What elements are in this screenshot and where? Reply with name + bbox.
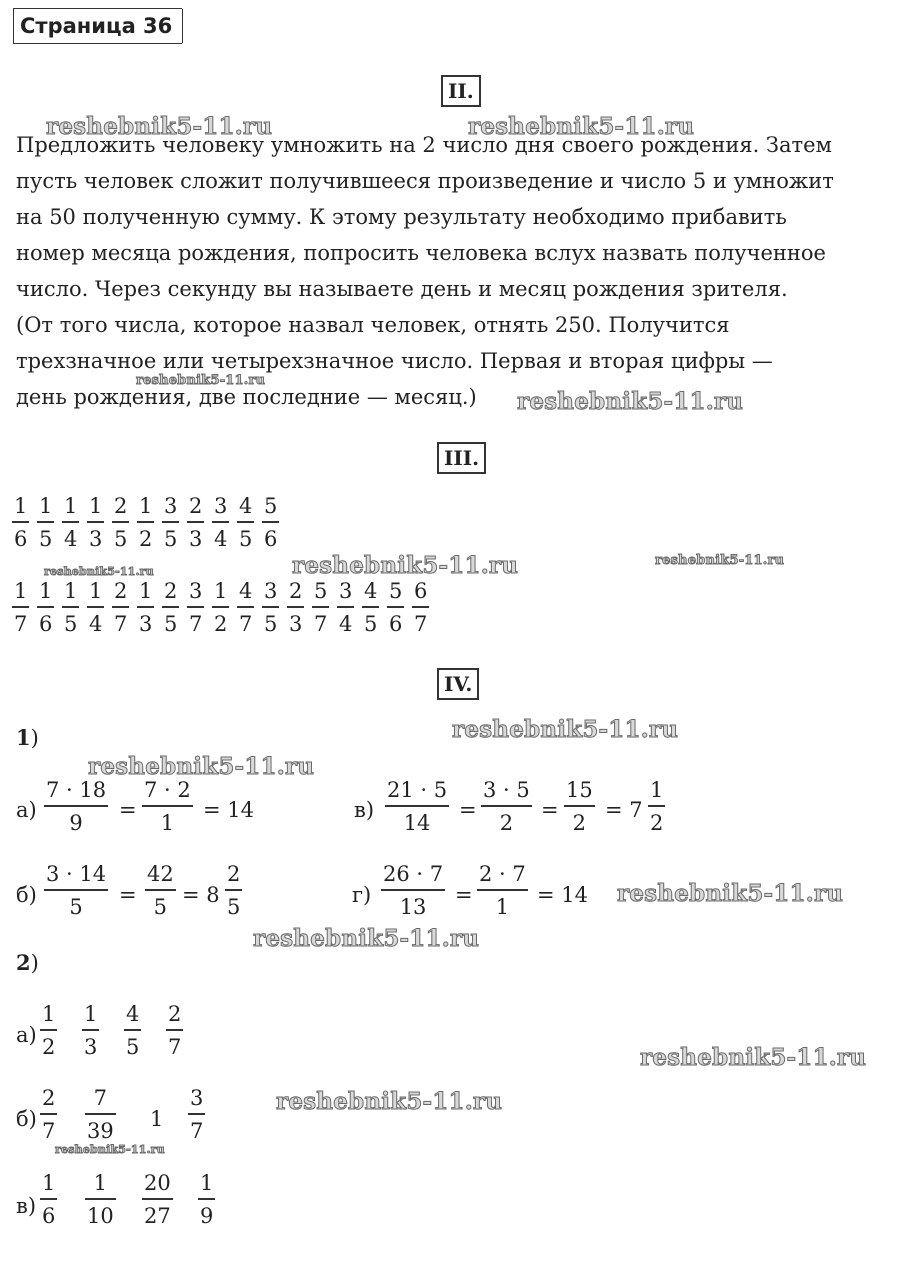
numerator: 1 [39,494,53,518]
fraction [82,1002,99,1059]
denominator: 27 [144,1204,171,1228]
fraction [124,1002,141,1059]
denominator: 2 [139,527,153,551]
fraction [412,579,429,636]
paragraph-line: число. Через секунду вы называете день и месяц рождения зрителя. [16,277,788,301]
whole-number: 1 [150,1107,164,1131]
fraction: 42 5 [147,862,174,919]
watermark: reshebnik5-11.ru [655,553,785,568]
fraction [40,1086,57,1143]
page-label-text: Страница 36 [20,14,173,38]
numerator: 3 [339,579,353,603]
denominator: 6 [42,1204,56,1228]
paragraph-line: трехзначное или четырехзначное число. Первая и вторая цифры — [16,349,773,373]
numerator: 1 [93,1171,108,1195]
numerator: 3 [189,579,203,603]
denominator: 4 [64,527,78,551]
task-2v-label: в) [16,1194,37,1218]
denominator: 7 [14,612,28,636]
denominator: 9 [200,1204,214,1228]
equals-sign: = [455,883,473,907]
task-2b-label: б) [16,1107,37,1131]
numerator: 3 [264,579,278,603]
fraction [62,579,79,636]
numerator: 2 [42,1086,56,1110]
denominator: 6 [264,527,278,551]
section-heading-2: II. [441,75,481,107]
fraction [87,579,104,636]
fraction [137,494,154,551]
numerator: 2 [164,579,178,603]
task-1b-label: б) [16,883,37,907]
fraction [40,1171,57,1228]
denominator: 2 [42,1035,56,1059]
numerator: 1 [14,579,28,603]
numerator: 4 [239,494,253,518]
fraction [12,579,29,636]
fraction: 3 · 5 2 [483,778,530,835]
denominator: 5 [126,1035,140,1059]
fraction [12,494,29,551]
task-1g-label: г) [352,883,372,907]
numerator: 1 [39,579,53,603]
numerator: 2 [114,579,128,603]
fraction [187,579,204,636]
denominator: 6 [14,527,28,551]
watermark: reshebnik5-11.ru [452,716,679,743]
fraction [312,579,329,636]
numerator: 1 [89,579,103,603]
watermark: reshebnik5-11.ru [44,565,154,578]
fraction [85,1086,116,1143]
fraction [142,1171,173,1228]
numerator: 4 [239,579,253,603]
numerator: 1 [139,494,153,518]
numerator: 4 [364,579,378,603]
numerator: 2 [189,494,203,518]
equals-sign: = [119,883,137,907]
fraction [187,494,204,551]
numerator: 2 [168,1002,182,1026]
numerator: 1 [200,1171,214,1195]
fraction [162,494,179,551]
page-label [13,8,182,44]
denominator: 5 [64,612,78,636]
numerator: 1 [139,579,153,603]
watermark: reshebnik5-11.ru [136,373,266,388]
denominator: 3 [84,1035,98,1059]
fraction [112,579,129,636]
fraction [212,494,229,551]
numerator: 5 [314,579,328,603]
watermark: reshebnik5-11.ru [468,113,695,140]
denominator: 2 [214,612,228,636]
denominator: 5 [114,527,128,551]
fraction [87,494,104,551]
fraction: 2 · 7 1 [479,862,526,919]
denominator: 7 [168,1035,182,1059]
numerator: 2 [289,579,303,603]
fraction [212,579,229,636]
denominator: 4 [214,527,228,551]
numerator: 1 [42,1171,56,1195]
equals-sign: = [459,798,477,822]
fraction [287,579,304,636]
watermark: reshebnik5-11.ru [517,388,744,415]
fraction: 1 2 [650,778,664,835]
denominator: 5 [164,612,178,636]
watermark: reshebnik5-11.ru [46,113,273,140]
fraction [62,494,79,551]
denominator: 5 [264,612,278,636]
numerator: 6 [414,579,428,603]
paragraph-line: номер месяца рождения, попросить человека вслух назвать полученное [16,241,826,265]
numerator: 1 [14,494,28,518]
numerator: 1 [89,494,103,518]
fraction [262,579,279,636]
fraction [37,579,54,636]
watermark: reshebnik5-11.ru [88,753,315,780]
denominator: 3 [139,612,153,636]
denominator: 6 [389,612,403,636]
fraction [237,579,254,636]
numerator: 3 [164,494,178,518]
watermark: reshebnik5-11.ru [640,1044,867,1071]
denominator: 7 [189,612,203,636]
denominator: 7 [114,612,128,636]
numerator: 5 [389,579,403,603]
watermark: reshebnik5-11.ru [55,1143,165,1156]
fraction [198,1171,215,1228]
fraction [40,1002,57,1059]
fraction: 2 5 [227,862,241,919]
denominator: 5 [39,527,53,551]
fraction [166,1002,183,1059]
fraction: 26 · 7 13 [383,862,444,919]
fraction [37,494,54,551]
denominator: 5 [239,527,253,551]
numerator: 1 [84,1002,98,1026]
fraction [137,579,154,636]
denominator: 7 [239,612,253,636]
fraction [162,579,179,636]
paragraph-line: день рождения, две последние — месяц.) [16,385,477,409]
numerator: 1 [214,579,228,603]
numerator: 5 [264,494,278,518]
fraction [85,1171,116,1228]
fraction: 7 · 18 9 [46,778,107,835]
fraction [337,579,354,636]
equals-sign: = [541,798,559,822]
numerator: 4 [126,1002,140,1026]
numerator: 1 [42,1002,56,1026]
task-1v-label: в) [354,798,375,822]
denominator: 3 [89,527,103,551]
section-heading-3: III. [437,442,486,474]
numerator: 7 [93,1086,108,1110]
fraction: 21 · 5 14 [387,778,448,835]
fraction: 15 2 [566,778,593,835]
fraction: 3 · 14 5 [46,862,107,919]
denominator: 7 [414,612,428,636]
fraction [237,494,254,551]
denominator: 39 [87,1119,114,1143]
task-1-number: 1) [16,725,39,750]
mixed-whole: = 7 [605,798,643,822]
paragraph-line: (От того числа, которое назвал человек, отнять 250. Получится [16,313,730,337]
denominator: 7 [42,1119,56,1143]
result: = 14 [537,883,588,907]
paragraph-line: на 50 полученную сумму. К этому результату необходимо прибавить [16,205,787,229]
fraction [362,579,379,636]
task-1a-label: а) [16,798,37,822]
result: = 14 [203,798,254,822]
equals-sign: = [119,798,137,822]
denominator: 4 [89,612,103,636]
numerator: 3 [214,494,228,518]
watermark: reshebnik5-11.ru [276,1088,503,1115]
numerator: 1 [64,579,78,603]
denominator: 3 [289,612,303,636]
fraction: 3 7 [190,1086,204,1143]
fraction [387,579,404,636]
denominator: 6 [39,612,53,636]
paragraph-line: пусть человек сложит получившееся произведение и число 5 и умножит [16,169,834,193]
denominator: 7 [314,612,328,636]
fraction [262,494,279,551]
fraction: 7 · 2 1 [144,778,191,835]
task-2a-label: а) [16,1023,37,1047]
mixed-whole: = 8 [182,883,220,907]
denominator: 10 [87,1204,114,1228]
numerator: 20 [144,1171,171,1195]
task-paragraph [16,127,901,415]
section-heading-4: IV. [437,668,479,700]
denominator: 5 [364,612,378,636]
fraction [112,494,129,551]
watermark: reshebnik5-11.ru [617,880,844,907]
numerator: 1 [64,494,78,518]
denominator: 4 [339,612,353,636]
watermark: reshebnik5-11.ru [253,925,480,952]
watermark: reshebnik5-11.ru [292,552,519,579]
denominator: 5 [164,527,178,551]
denominator: 3 [189,527,203,551]
task-2-number: 2) [16,950,39,975]
paragraph-line: Предложить человеку умножить на 2 число дня своего рождения. Затем [16,133,832,157]
numerator: 2 [114,494,128,518]
